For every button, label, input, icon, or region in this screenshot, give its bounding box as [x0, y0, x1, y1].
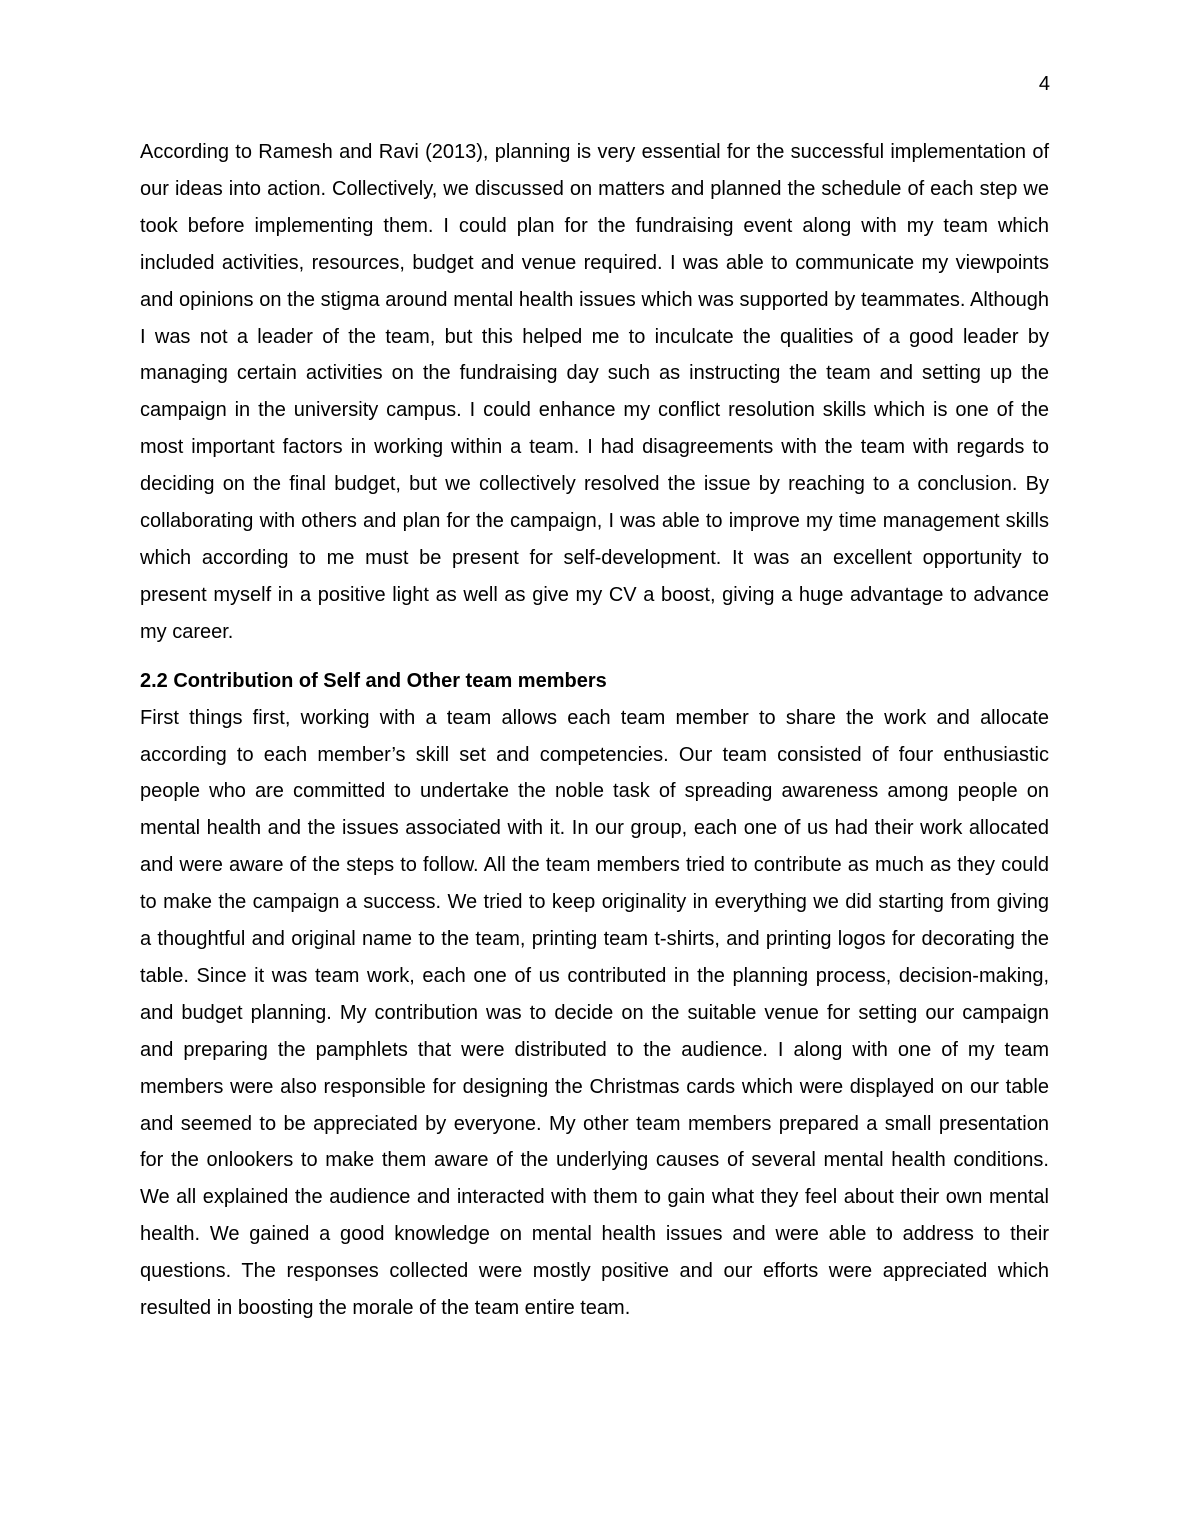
- page-number: 4: [1038, 73, 1050, 95]
- paragraph-planning: According to Ramesh and Ravi (2013), planning is very essential for the successful implementation of our ideas into action. Collectively, we discussed on matters and planned the schedule of each step we took before implementing them. I could plan for the fundraising event along with my team which included activities, resources, budget and venue required. I was able to communicate my viewpoints and opinions on the stigma around mental health issues which was supported by teammates. Although I was not a leader of the team, but this helped me to inculcate the qualities of a good leader by managing certain activities on the fundraising day such as instructing the team and setting up the campaign in the university campus. I could enhance my conflict resolution skills which is one of the most important factors in working within a team. I had disagreements with the team with regards to deciding on the final budget, but we collectively resolved the issue by reaching to a conclusion. By collaborating with others and plan for the campaign, I was able to improve my time management skills which according to me must be present for self-development. It was an excellent opportunity to present myself in a positive light as well as give my CV a boost, giving a huge advantage to advance my career.: [140, 141, 1049, 643]
- page-body: [140, 134, 1049, 1327]
- section-heading: 2.2 Contribution of Self and Other team members: [140, 669, 607, 692]
- paragraph-contribution: First things first, working with a team allows each team member to share the work and allocate according to each member’s skill set and competencies. Our team consisted of four enthusiastic people who are committed to undertake the noble task of spreading awareness among people on mental health and the issues associated with it. In our group, each one of us had their work allocated and were aware of the steps to follow. All the team members tried to contribute as much as they could to make the campaign a success. We tried to keep originality in everything we did starting from giving a thoughtful and original name to the team, printing team t-shirts, and printing logos for decorating the table. Since it was team work, each one of us contributed in the planning process, decision-making, and budget planning. My contribution was to decide on the suitable venue for setting our campaign and preparing the pamphlets that were distributed to the audience. I along with one of my team members were also responsible for designing the Christmas cards which were displayed on our table and seemed to be appreciated by everyone. My other team members prepared a small presentation for the onlookers to make them aware of the underlying causes of several mental health conditions. We all explained the audience and interacted with them to gain what they feel about their own mental health. We gained a good knowledge on mental health issues and were able to address to their questions. The responses collected were mostly positive and our efforts were appreciated which resulted in boosting the morale of the team entire team.: [140, 706, 1049, 1320]
